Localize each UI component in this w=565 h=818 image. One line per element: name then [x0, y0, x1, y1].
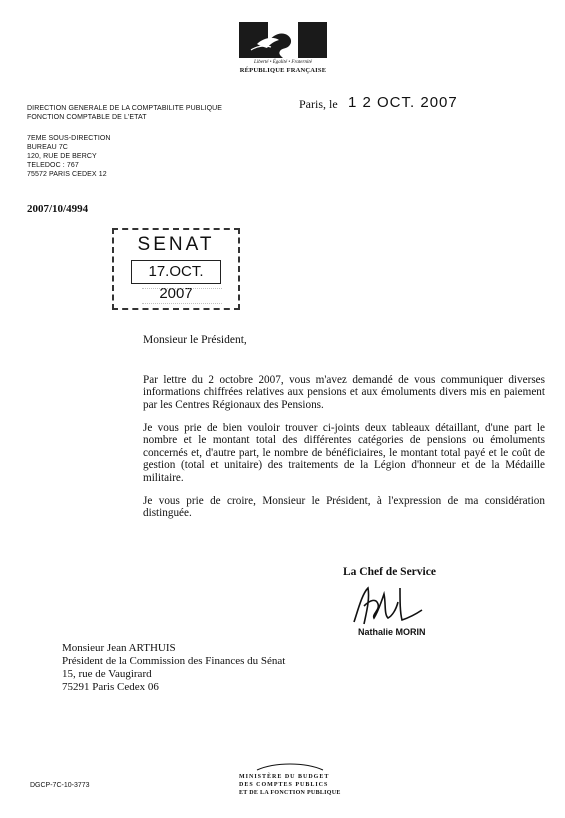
- recipient-address: [62, 642, 285, 694]
- motto: Liberté • Égalité • Fraternité: [254, 60, 312, 65]
- date-value: 1 2 OCT. 2007: [348, 94, 458, 111]
- paragraph: Je vous prie de croire, Monsieur le Président, à l'expression de ma considération distinguée.: [143, 495, 545, 520]
- sender-address-line: 120, RUE DE BERCY: [27, 153, 97, 160]
- republique-francaise-logo: [239, 22, 327, 82]
- ministry-line: ET DE LA FONCTION PUBLIQUE: [239, 790, 341, 796]
- ministry-line: MINISTÈRE DU BUDGET: [239, 774, 330, 780]
- reference-number: 2007/10/4994: [27, 203, 89, 215]
- recipient-role: Président de la Commission des Finances du Sénat: [62, 655, 286, 667]
- sender-address-line: TELEDOC : 767: [27, 162, 79, 169]
- ministry-arc-icon: [255, 761, 325, 771]
- sender-header: [27, 104, 222, 122]
- recipient-city: 75291 Paris Cedex 06: [62, 681, 159, 693]
- sender-address-line: BUREAU 7C: [27, 144, 68, 151]
- stamp-date: 17.OCT. 2007: [131, 260, 221, 284]
- recipient-name: Monsieur Jean ARTHUIS: [62, 642, 176, 654]
- republique-francaise-text: RÉPUBLIQUE FRANÇAISE: [239, 67, 327, 74]
- sender-address-line: 7EME SOUS-DIRECTION: [27, 135, 111, 142]
- paragraph: Je vous prie de bien vouloir trouver ci-joints deux tableaux détaillant, d'une part le nombre et le montant total des différentes catégories de pensions ou émoluments concernés et, d'autre part, le nombre de bénéficiaires, le montant total payé et le coût de gestion (total et unitaire) des traitements de la Légion d'honneur et de la Médaille militaire.: [143, 422, 545, 484]
- paragraph: Par lettre du 2 octobre 2007, vous m'avez demandé de vous communiquer diverses informations chiffrées relatives aux pensions et aux émoluments divers mis en paiement par les Centres Régionaux des Pensions.: [143, 374, 545, 411]
- handwritten-signature-icon: [344, 580, 434, 630]
- ministry-block: [239, 773, 341, 797]
- senat-stamp: [112, 228, 240, 310]
- sender-function: FONCTION COMPTABLE DE L'ETAT: [27, 114, 147, 121]
- sender-address-line: 75572 PARIS CEDEX 12: [27, 171, 107, 178]
- marianne-icon: [239, 22, 327, 58]
- salutation: Monsieur le Président,: [143, 334, 247, 346]
- sender-address: [27, 134, 111, 179]
- signature-title: La Chef de Service: [343, 566, 436, 578]
- footer-code: DGCP-7C-10-3773: [30, 782, 90, 789]
- sender-direction: DIRECTION GENERALE DE LA COMPTABILITE PUBLIQUE: [27, 105, 223, 112]
- stamp-title: SENAT: [137, 234, 215, 255]
- signatory-name: Nathalie MORIN: [358, 627, 426, 637]
- date-prefix: Paris, le: [299, 97, 338, 111]
- ministry-line: DES COMPTES PUBLICS: [239, 782, 329, 788]
- recipient-street: 15, rue de Vaugirard: [62, 668, 152, 680]
- stamp-faint-marks: [142, 288, 222, 304]
